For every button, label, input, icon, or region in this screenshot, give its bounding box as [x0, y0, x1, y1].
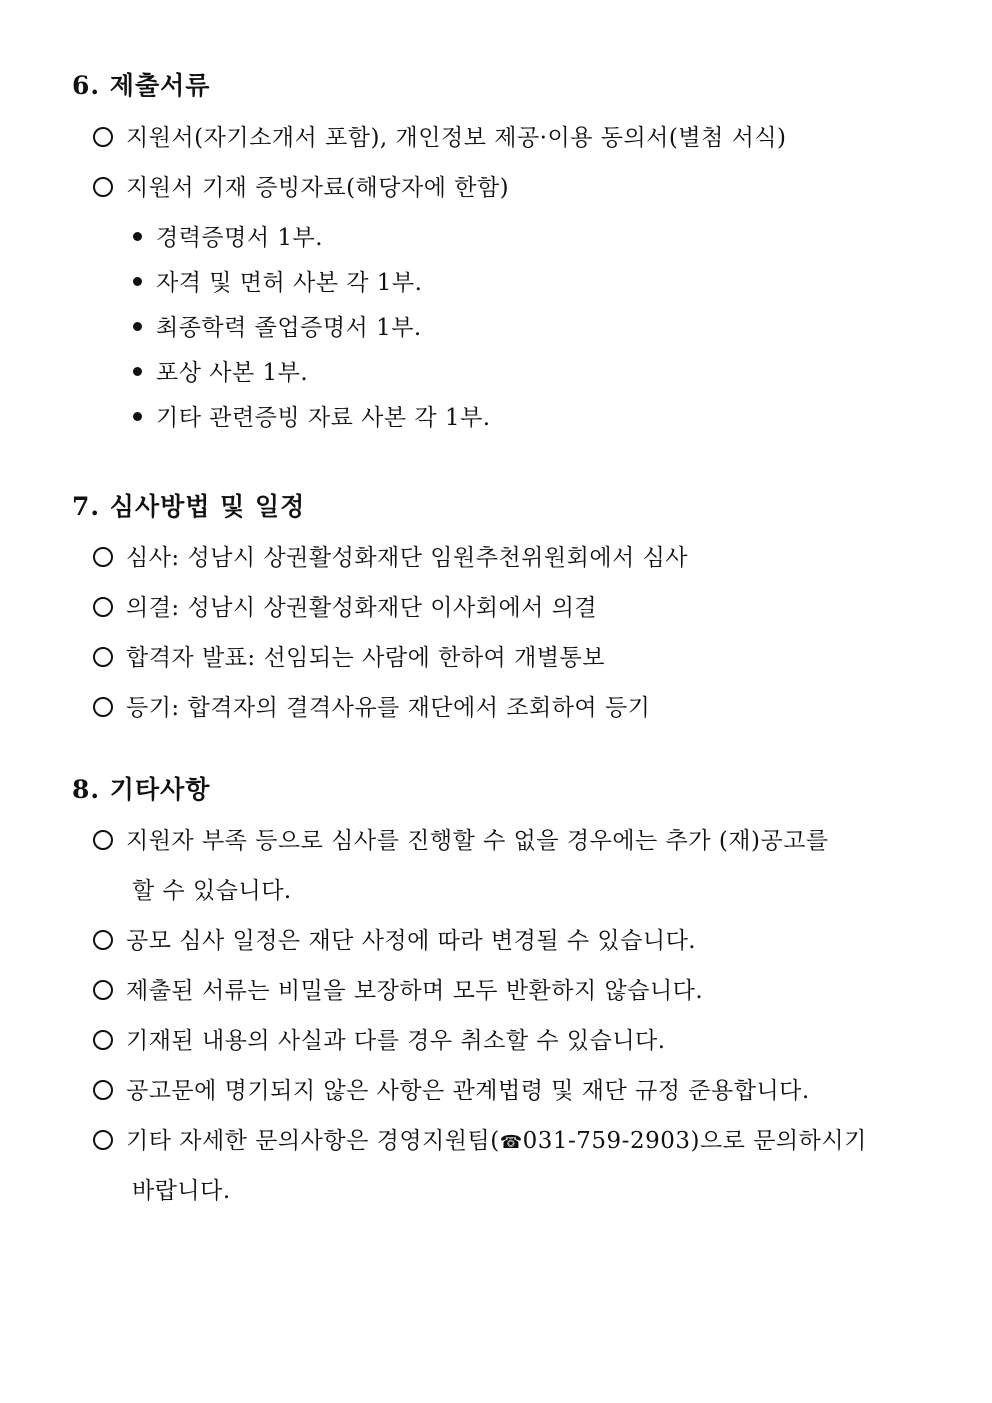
list-item-text: 지원서(자기소개서 포함), 개인정보 제공·이용 동의서(별첨 서식): [126, 125, 787, 151]
list-item: [93, 972, 703, 1005]
list-item: [93, 689, 650, 722]
sub-list-item-text: 포상 사본 1부.: [156, 360, 309, 386]
list-item-text: 합격자 발표: 선임되는 사람에 한하여 개별통보: [126, 645, 605, 671]
circle-bullet-icon: [93, 597, 113, 617]
circle-bullet-icon: [93, 177, 113, 197]
list-item-text: 기재된 내용의 사실과 다를 경우 취소할 수 있습니다.: [126, 1028, 666, 1054]
sub-list-item: [133, 264, 422, 297]
list-item-text: 제출된 서류는 비밀을 보장하며 모두 반환하지 않습니다.: [126, 978, 704, 1004]
telephone-icon: ☎: [499, 1132, 523, 1153]
section-8-heading: 8. 기타사항: [72, 775, 211, 804]
list-item-text: 등기: 합격자의 결격사유를 재단에서 조회하여 등기: [126, 695, 651, 721]
sub-list-item-text: 최종학력 졸업증명서 1부.: [156, 315, 422, 341]
sub-list-item: [133, 354, 308, 387]
sub-list-item-text: 경력증명서 1부.: [156, 225, 324, 251]
list-item-text: 공모 심사 일정은 재단 사정에 따라 변경될 수 있습니다.: [126, 928, 697, 954]
section-7-heading: 7. 심사방법 및 일정: [72, 492, 306, 521]
sub-list-item: [133, 399, 491, 432]
list-item-text: 의결: 성남시 상권활성화재단 이사회에서 의결: [126, 595, 598, 621]
list-item-text: 지원서 기재 증빙자료(해당자에 한함): [126, 175, 510, 201]
circle-bullet-icon: [93, 1130, 113, 1150]
dot-bullet-icon: [133, 232, 142, 241]
circle-bullet-icon: [93, 1030, 113, 1050]
list-item: [93, 822, 829, 855]
section-6-heading: 6. 제출서류: [72, 71, 211, 100]
dot-bullet-icon: [133, 412, 142, 421]
list-item: [93, 589, 597, 622]
list-item-text: 지원자 부족 등으로 심사를 진행할 수 없을 경우에는 추가 (재)공고를: [126, 828, 829, 854]
list-item: [93, 922, 696, 955]
circle-bullet-icon: [93, 1080, 113, 1100]
sub-list-item-text: 기타 관련증빙 자료 사본 각 1부.: [156, 405, 491, 431]
sub-list-item: [133, 309, 422, 342]
list-item-text-phone: 031-759-2903)으로 문의하시기: [522, 1128, 867, 1154]
circle-bullet-icon: [93, 547, 113, 567]
list-item: [93, 1122, 867, 1155]
list-item: [93, 1022, 666, 1055]
list-item: [93, 639, 605, 672]
list-item: [93, 1072, 810, 1105]
list-item-text: 기타 자세한 문의사항은 경영지원팀(: [126, 1128, 500, 1154]
sub-list-item-text: 자격 및 면허 사본 각 1부.: [156, 270, 423, 296]
circle-bullet-icon: [93, 697, 113, 717]
circle-bullet-icon: [93, 930, 113, 950]
list-item-continuation: 바랍니다.: [132, 1178, 231, 1204]
dot-bullet-icon: [133, 322, 142, 331]
circle-bullet-icon: [93, 647, 113, 667]
circle-bullet-icon: [93, 830, 113, 850]
list-item-text: 심사: 성남시 상권활성화재단 임원추천위원회에서 심사: [126, 545, 689, 571]
circle-bullet-icon: [93, 127, 113, 147]
list-item: [93, 539, 688, 572]
sub-list-item: [133, 219, 323, 252]
dot-bullet-icon: [133, 277, 142, 286]
circle-bullet-icon: [93, 980, 113, 1000]
list-item: [93, 119, 787, 152]
list-item-continuation: 할 수 있습니다.: [132, 878, 292, 904]
dot-bullet-icon: [133, 367, 142, 376]
list-item-text: 공고문에 명기되지 않은 사항은 관계법령 및 재단 규정 준용합니다.: [126, 1078, 810, 1104]
list-item: [93, 169, 509, 202]
